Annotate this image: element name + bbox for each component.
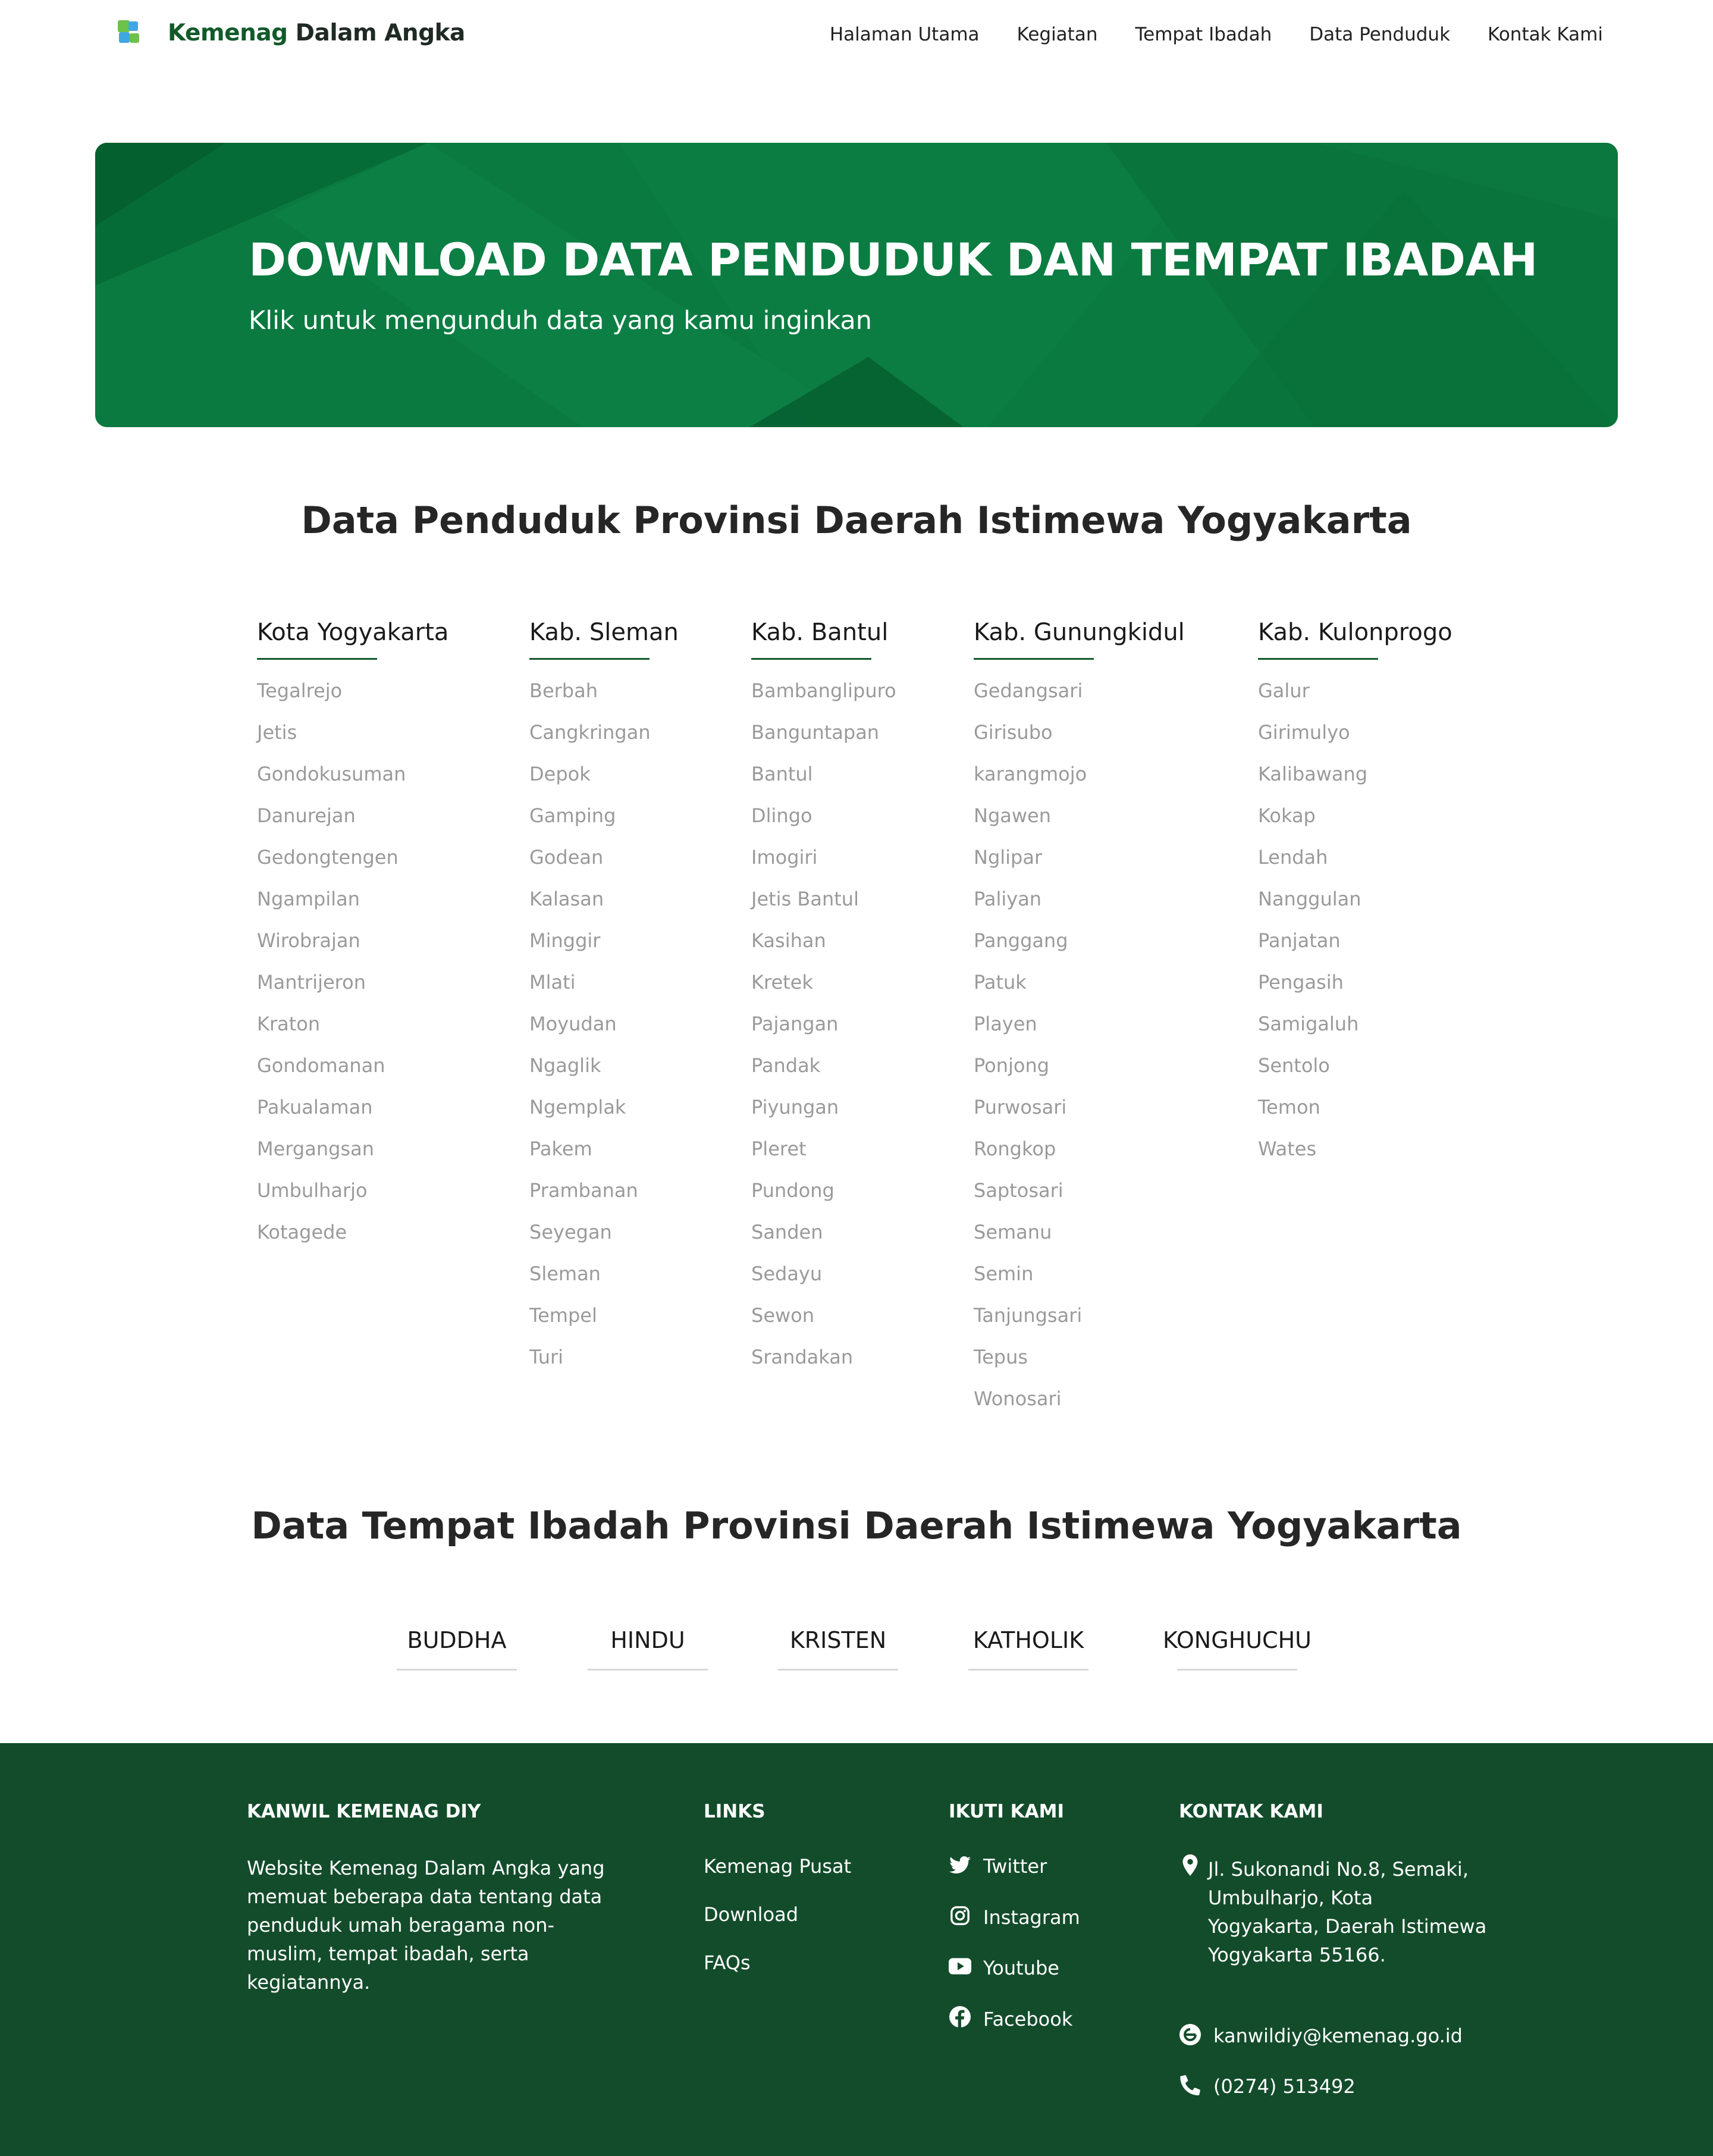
subdistrict-list — [257, 678, 448, 1261]
nav-data-penduduk[interactable]: Data Penduduk — [1309, 24, 1451, 45]
nav-kontak-kami[interactable]: Kontak Kami — [1488, 24, 1603, 45]
district-heading: Kab. Sleman — [529, 619, 679, 646]
subdistrict-link[interactable]: Purwosari — [974, 1096, 1067, 1118]
population-section-title: Data Penduduk Provinsi Daerah Istimewa Yogyakarta — [301, 499, 1412, 542]
subdistrict-link[interactable]: Depok — [529, 763, 591, 785]
worship-section-title: Data Tempat Ibadah Provinsi Daerah Istimewa Yogyakarta — [251, 1504, 1462, 1547]
subdistrict-link[interactable]: Galur — [1258, 679, 1310, 702]
subdistrict-link[interactable]: Kalibawang — [1258, 763, 1368, 785]
subdistrict-link[interactable]: Seyegan — [529, 1221, 612, 1243]
subdistrict-link[interactable]: Panjatan — [1258, 929, 1341, 952]
subdistrict-link[interactable]: Girimulyo — [1258, 721, 1350, 744]
subdistrict-link[interactable]: Wates — [1258, 1137, 1317, 1160]
subdistrict-link[interactable]: Ngawen — [974, 804, 1051, 827]
subdistrict-link[interactable]: Gondokusuman — [257, 763, 406, 785]
subdistrict-link[interactable]: Rongkop — [974, 1137, 1056, 1160]
tab-underline — [968, 1669, 1088, 1671]
district-column-kota-yogyakarta — [257, 619, 448, 1261]
footer-link-download[interactable]: Download — [704, 1903, 799, 1926]
subdistrict-list — [529, 678, 679, 1386]
subdistrict-link[interactable]: Gondomanan — [257, 1054, 385, 1077]
subdistrict-link[interactable]: Pakualaman — [257, 1096, 373, 1118]
subdistrict-link[interactable]: Ponjong — [974, 1054, 1050, 1077]
footer-social-instagram[interactable]: Instagram — [983, 1906, 1080, 1929]
subdistrict-link[interactable]: Sedayu — [751, 1262, 823, 1285]
subdistrict-link[interactable]: Sentolo — [1258, 1054, 1330, 1077]
subdistrict-link[interactable]: Moyudan — [529, 1013, 617, 1035]
subdistrict-link[interactable]: Kalasan — [529, 888, 604, 910]
navbar — [0, 0, 1713, 71]
subdistrict-link[interactable]: Dlingo — [751, 804, 812, 827]
footer-address: Jl. Sukonandi No.8, Semaki, Umbulharjo, Kota Yogyakarta, Daerah Istimewa Yogyakarta 55166. — [1208, 1858, 1487, 1966]
subdistrict-link[interactable]: Cangkringan — [529, 721, 651, 744]
subdistrict-link[interactable]: Samigaluh — [1258, 1013, 1359, 1035]
subdistrict-link[interactable]: Nglipar — [974, 846, 1043, 869]
footer-phone[interactable]: (0274) 513492 — [1213, 2075, 1356, 2098]
subdistrict-link[interactable]: Kraton — [257, 1013, 321, 1035]
tab-underline — [1177, 1669, 1297, 1671]
subdistrict-link[interactable]: Girisubo — [974, 721, 1053, 744]
subdistrict-link[interactable]: Wonosari — [974, 1387, 1062, 1410]
subdistrict-link[interactable]: Mantrijeron — [257, 971, 366, 994]
subdistrict-link[interactable]: Godean — [529, 846, 604, 869]
subdistrict-link[interactable]: Umbulharjo — [257, 1179, 368, 1202]
subdistrict-link[interactable]: Mlati — [529, 971, 576, 994]
twitter-icon — [949, 1854, 971, 1876]
subdistrict-link[interactable]: Paliyan — [974, 888, 1042, 910]
tab-kristen[interactable]: KRISTEN — [789, 1627, 887, 1653]
subdistrict-link[interactable]: Wirobrajan — [257, 929, 360, 952]
subdistrict-link[interactable]: Temon — [1258, 1096, 1320, 1118]
footer-social-twitter[interactable]: Twitter — [983, 1855, 1047, 1878]
email-icon — [1179, 2023, 1201, 2046]
tab-underline — [588, 1669, 708, 1671]
tab-underline — [778, 1669, 898, 1671]
subdistrict-link[interactable]: Playen — [974, 1013, 1037, 1035]
district-heading: Kab. Kulonprogo — [1258, 619, 1452, 646]
subdistrict-link[interactable]: Pengasih — [1258, 971, 1344, 994]
district-heading-underline — [1258, 658, 1378, 660]
subdistrict-link[interactable]: Panggang — [974, 929, 1068, 952]
tab-buddha[interactable]: BUDDHA — [407, 1627, 507, 1653]
subdistrict-link[interactable]: Pajangan — [751, 1013, 839, 1035]
subdistrict-link[interactable]: Patuk — [974, 971, 1027, 994]
hero-banner — [95, 143, 1618, 427]
subdistrict-link[interactable]: Berbah — [529, 679, 598, 702]
subdistrict-link[interactable]: Gamping — [529, 804, 616, 827]
subdistrict-link[interactable]: Pandak — [751, 1054, 821, 1077]
subdistrict-link[interactable]: Semanu — [974, 1221, 1052, 1243]
subdistrict-link[interactable]: Pakem — [529, 1137, 592, 1160]
tab-katholik[interactable]: KATHOLIK — [972, 1627, 1084, 1653]
footer-about-text: Website Kemenag Dalam Angka yang memuat beberapa data tentang data penduduk umah beragama non-muslim, tempat ibadah, serta kegiatannya. — [247, 1857, 605, 1994]
tab-underline — [397, 1669, 517, 1671]
subdistrict-link[interactable]: Kasihan — [751, 929, 826, 952]
subdistrict-link[interactable]: Jetis Bantul — [751, 888, 859, 910]
footer-link-kemenag-pusat[interactable]: Kemenag Pusat — [704, 1855, 852, 1878]
district-heading-underline — [529, 658, 650, 660]
phone-icon — [1179, 2074, 1201, 2097]
footer-social-facebook[interactable]: Facebook — [983, 2008, 1073, 2030]
subdistrict-link[interactable]: Kretek — [751, 971, 813, 994]
subdistrict-list — [1258, 678, 1452, 1177]
main-nav — [792, 24, 1603, 45]
subdistrict-link[interactable]: Ngemplak — [529, 1096, 626, 1118]
subdistrict-link[interactable]: Gedangsari — [974, 679, 1083, 702]
footer — [0, 1743, 1713, 2156]
district-heading-underline — [751, 658, 871, 660]
subdistrict-link[interactable]: Ngampilan — [257, 888, 360, 910]
subdistrict-link[interactable]: Ngaglik — [529, 1054, 601, 1077]
subdistrict-link[interactable]: Pleret — [751, 1137, 807, 1160]
subdistrict-link[interactable]: Jetis — [257, 721, 297, 744]
subdistrict-link[interactable]: Sewon — [751, 1304, 815, 1327]
youtube-icon — [949, 1955, 971, 1978]
district-column-kab-sleman — [529, 619, 679, 1386]
hero-subtitle: Klik untuk mengunduh data yang kamu inginkan — [249, 306, 872, 336]
map-pin-icon — [1179, 1854, 1201, 1876]
subdistrict-link[interactable]: Saptosari — [974, 1179, 1063, 1202]
subdistrict-link[interactable]: Gedongtengen — [257, 846, 399, 869]
subdistrict-link[interactable]: Tegalrejo — [257, 679, 343, 702]
subdistrict-link[interactable]: Sanden — [751, 1221, 823, 1243]
subdistrict-link[interactable]: Bantul — [751, 763, 813, 785]
subdistrict-link[interactable]: Mergangsan — [257, 1137, 374, 1160]
subdistrict-list — [974, 678, 1185, 1427]
district-heading-underline — [974, 658, 1094, 660]
nav-kegiatan[interactable]: Kegiatan — [1016, 24, 1098, 45]
subdistrict-link[interactable]: Piyungan — [751, 1096, 839, 1118]
instagram-icon — [949, 1904, 971, 1927]
footer-link-faqs[interactable]: FAQs — [704, 1951, 751, 1974]
district-column-kab-kulonprogo — [1258, 619, 1452, 1177]
footer-social-youtube[interactable]: Youtube — [983, 1957, 1059, 1979]
subdistrict-link[interactable]: Minggir — [529, 929, 601, 952]
tab-konghuchu[interactable]: KONGHUCHU — [1163, 1627, 1312, 1653]
district-heading: Kab. Gunungkidul — [974, 619, 1185, 646]
subdistrict-link[interactable]: Tanjungsari — [974, 1304, 1083, 1327]
subdistrict-link[interactable]: Turi — [529, 1346, 564, 1368]
nav-tempat-ibadah[interactable]: Tempat Ibadah — [1135, 24, 1272, 45]
subdistrict-list — [751, 678, 896, 1386]
brand-name: Kemenag Dalam Angka — [168, 19, 465, 46]
footer-links-heading: LINKS — [704, 1801, 765, 1822]
footer-contact-heading: KONTAK KAMI — [1179, 1801, 1323, 1822]
district-column-kab-gunungkidul — [974, 619, 1185, 1427]
subdistrict-link[interactable]: Tempel — [529, 1304, 597, 1327]
subdistrict-link[interactable]: Srandakan — [751, 1346, 854, 1368]
subdistrict-link[interactable]: Kotagede — [257, 1221, 347, 1243]
subdistrict-link[interactable]: Semin — [974, 1262, 1034, 1285]
brand-logo-icon — [117, 19, 143, 46]
subdistrict-link[interactable]: Kokap — [1258, 804, 1316, 827]
footer-email[interactable]: kanwildiy@kemenag.go.id — [1213, 2025, 1463, 2047]
subdistrict-link[interactable]: Pundong — [751, 1179, 834, 1202]
district-heading: Kota Yogyakarta — [257, 619, 449, 646]
tab-hindu[interactable]: HINDU — [610, 1627, 685, 1653]
subdistrict-link[interactable]: Prambanan — [529, 1179, 638, 1202]
district-column-kab-bantul — [751, 619, 896, 1386]
nav-halaman-utama[interactable]: Halaman Utama — [829, 24, 980, 45]
district-heading: Kab. Bantul — [751, 619, 889, 646]
subdistrict-link[interactable]: karangmojo — [974, 763, 1087, 785]
subdistrict-link[interactable]: Danurejan — [257, 804, 356, 827]
footer-social-heading: IKUTI KAMI — [949, 1801, 1065, 1822]
subdistrict-link[interactable]: Tepus — [974, 1346, 1028, 1368]
hero-title: DOWNLOAD DATA PENDUDUK DAN TEMPAT IBADAH — [249, 233, 1538, 286]
subdistrict-link[interactable]: Banguntapan — [751, 721, 880, 744]
district-heading-underline — [257, 658, 377, 660]
subdistrict-link[interactable]: Nanggulan — [1258, 888, 1361, 910]
subdistrict-link[interactable]: Sleman — [529, 1262, 601, 1285]
facebook-icon — [949, 2005, 971, 2028]
subdistrict-link[interactable]: Bambanglipuro — [751, 679, 896, 702]
subdistrict-link[interactable]: Imogiri — [751, 846, 818, 869]
subdistrict-link[interactable]: Lendah — [1258, 846, 1328, 869]
brand-link[interactable] — [117, 19, 465, 46]
footer-about-heading: KANWIL KEMENAG DIY — [247, 1801, 481, 1822]
